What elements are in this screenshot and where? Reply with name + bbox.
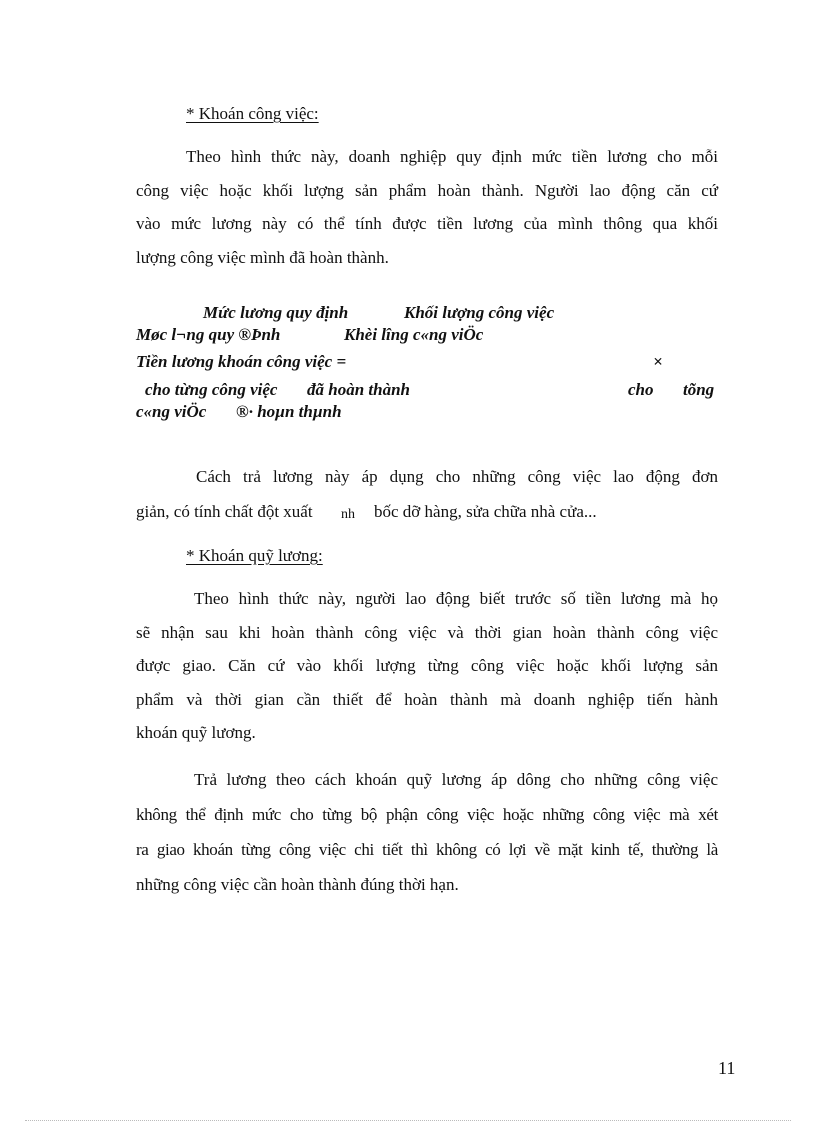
paragraph-line: Theo hình thức này, doanh nghiệp quy định mức tiền lương cho mỗi	[186, 147, 718, 166]
formula-garbled-cho: cho	[628, 380, 654, 399]
formula-col2-top: Khối lượng công việc	[404, 303, 555, 322]
formula-garbled-row1-b: Khèi lîng c«ng viÖc	[344, 325, 484, 344]
paragraph-tra-luong	[136, 762, 718, 902]
paragraph-khoan-cong-viec	[136, 140, 718, 274]
paragraph-line: không thể định mức cho từng bộ phận công việc hoặc những công việc mà xét	[136, 805, 718, 824]
formula-garbled-row1-a: Møc l¬ng quy ®Þnh	[136, 325, 281, 344]
paragraph-line: sẽ nhận sau khi hoàn thành công việc và thời gian hoàn thành công việc	[136, 622, 718, 642]
paragraph-line: giản, có tính chất đột xuất	[136, 502, 313, 521]
paragraph-line: lượng công việc mình đã hoàn thành.	[136, 247, 389, 267]
paragraph-line: khoán quỹ lương.	[136, 723, 256, 742]
paragraph-line: Trả lương theo cách khoán quỹ lương áp dông cho những công việc	[194, 770, 718, 789]
section-heading-khoan-quy-luong: * Khoán quỹ lương:	[186, 546, 323, 565]
formula-col1-top: Mức lương quy định	[203, 303, 349, 322]
paragraph-line: ra giao khoán từng công việc chi tiết thì không có lợi về mặt kinh tế, thường là	[136, 840, 718, 859]
formula-col2-bottom: đã hoàn thành	[307, 380, 410, 399]
formula-garbled-row3-b: ®· hoµn thµnh	[236, 402, 342, 421]
paragraph-line: vào mức lương này có thể tính được tiền lương của mình thông qua khối	[136, 214, 718, 233]
formula-times-sign: ×	[653, 352, 663, 371]
paragraph-line: công việc hoặc khối lượng sản phẩm hoàn thành. Người lao động căn cứ	[136, 180, 718, 200]
paragraph-ap-dung	[136, 460, 718, 494]
paragraph-line: được giao. Căn cứ vào khối lượng từng công việc hoặc khối lượng sản	[136, 656, 718, 675]
formula-garbled-tong: tõng	[683, 380, 715, 399]
paragraph-khoan-quy-luong	[136, 582, 718, 750]
paragraph-line: những công việc cần hoàn thành đúng thời hạn.	[136, 875, 459, 894]
paragraph-line: Cách trả lương này áp dụng cho những công việc lao động đơn	[196, 467, 718, 486]
paragraph-line: bốc dỡ hàng, sửa chữa nhà cửa...	[374, 502, 597, 521]
page-number: 11	[718, 1058, 736, 1078]
paragraph-fragment-nh: nh	[341, 507, 355, 522]
paragraph-line: phẩm và thời gian cần thiết để hoàn thành mà doanh nghiệp tiến hành	[136, 689, 718, 709]
formula-col1-bottom: cho từng công việc	[145, 380, 278, 399]
formula-garbled-row3-a: c«ng viÖc	[136, 402, 207, 421]
page-bottom-divider	[25, 1120, 791, 1121]
section-heading-khoan-cong-viec: * Khoán công việc:	[186, 104, 319, 123]
formula-lhs: Tiền lương khoán công việc =	[136, 352, 347, 371]
paragraph-line: Theo hình thức này, người lao động biết trước số tiền lương mà họ	[194, 589, 718, 608]
